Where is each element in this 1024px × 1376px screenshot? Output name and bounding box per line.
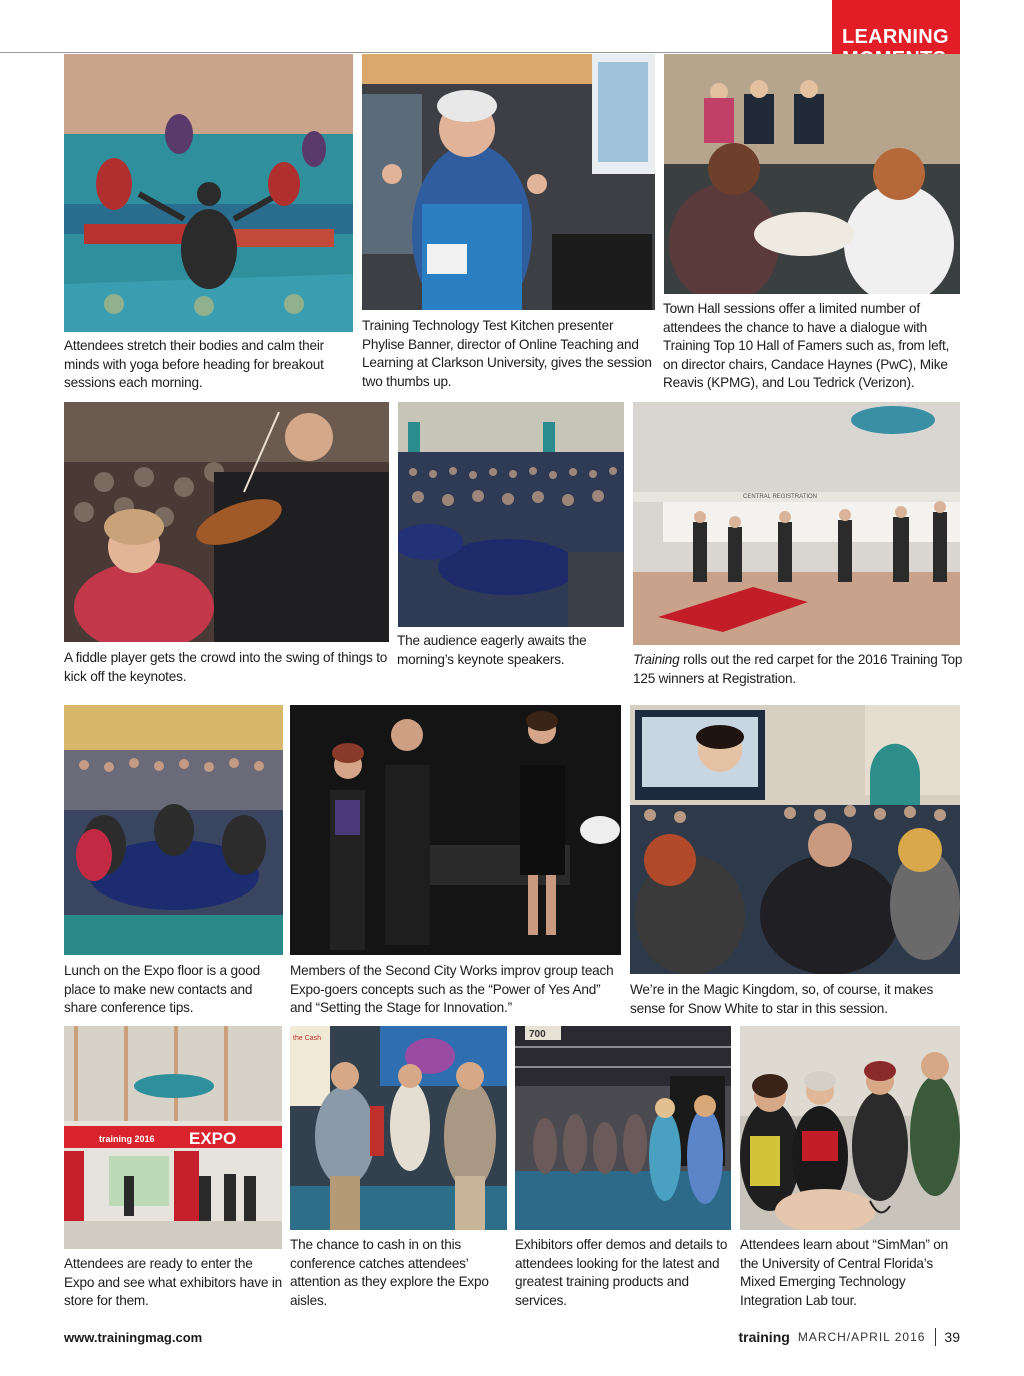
caption-registration-text: rolls out the red carpet for the 2016 Training Top 125 winners at Registration. xyxy=(633,652,963,686)
caption-expo-entrance: Attendees are ready to enter the Expo and see what exhibitors have in store for them. xyxy=(64,1256,282,1309)
photo-expo-lunch xyxy=(64,705,283,955)
photo-simman-tour xyxy=(740,1026,960,1230)
photo-improv-group xyxy=(290,705,621,955)
expo-banner-small-text: training 2016 xyxy=(99,1134,155,1144)
photo-test-kitchen xyxy=(362,54,655,310)
photo-expo-aisles xyxy=(290,1026,507,1230)
photo-snow-white-session xyxy=(630,705,960,974)
caption-expo-aisles: The chance to cash in on this conference catches attendees’ attention as they explore the Expo aisles. xyxy=(290,1237,489,1308)
svg-text:the Cash: the Cash xyxy=(293,1035,322,1042)
photo-expo-entrance xyxy=(64,1026,282,1249)
caption-registration-italic: Training xyxy=(633,652,680,667)
caption-test-kitchen: Training Technology Test Kitchen presenter Phylise Banner, director of Online Teaching and Learning at Clarkson University, gives the session two thumbs up. xyxy=(362,318,652,389)
photo-yoga xyxy=(64,54,353,332)
registration-sign-text: CENTRAL REGISTRATION xyxy=(743,494,818,500)
photo-exhibitor-demos xyxy=(515,1026,731,1230)
photo-registration xyxy=(633,402,960,645)
badge-line-1: LEARNING xyxy=(842,26,949,48)
caption-fiddle-player: A fiddle player gets the crowd into the swing of things to kick off the keynotes. xyxy=(64,650,388,684)
footer-magazine-name: training xyxy=(738,1329,790,1345)
caption-simman-tour: Attendees learn about “SimMan” on the University of Central Florida’s Mixed Emerging Technology Integration Lab tour. xyxy=(740,1237,948,1308)
photo-keynote-audience xyxy=(398,402,624,627)
caption-exhibitor-demos: Exhibitors offer demos and details to attendees looking for the latest and greatest training products and services. xyxy=(515,1237,728,1308)
footer-divider xyxy=(935,1328,936,1346)
footer-issue-date: MARCH/APRIL 2016 xyxy=(797,1330,926,1344)
caption-town-hall: Town Hall sessions offer a limited number of attendees the chance to have a dialogue with Training Top 10 Hall of Famers such as, from left, on director chairs, Candace Haynes (PwC), Mike Reavis (KPMG), and Lou Tedrick (Verizon). xyxy=(663,301,950,391)
expo-banner-text: EXPO xyxy=(189,1129,237,1148)
footer-website-url: www.trainingmag.com xyxy=(64,1330,203,1345)
caption-keynote-audience: The audience eagerly awaits the morning’s keynote speakers. xyxy=(397,633,587,667)
footer-page-number: 39 xyxy=(944,1329,960,1345)
caption-expo-lunch: Lunch on the Expo floor is a good place to make new contacts and share conference tips. xyxy=(64,963,260,1016)
caption-yoga: Attendees stretch their bodies and calm their minds with yoga before heading for breakout sessions each morning. xyxy=(64,338,325,391)
caption-snow-white-session: We’re in the Magic Kingdom, so, of course, it makes sense for Snow White to star in this session. xyxy=(630,982,934,1016)
caption-registration xyxy=(633,651,963,688)
booth-number-text: 700 xyxy=(529,1029,546,1040)
photo-fiddle-player xyxy=(64,402,389,642)
photo-town-hall xyxy=(664,54,960,294)
footer-folio xyxy=(738,1328,960,1346)
caption-improv-group: Members of the Second City Works improv group teach Expo-goers concepts such as the “Power of Yes And” and “Setting the Stage for Innovation.” xyxy=(290,963,614,1016)
top-rule xyxy=(0,52,832,53)
